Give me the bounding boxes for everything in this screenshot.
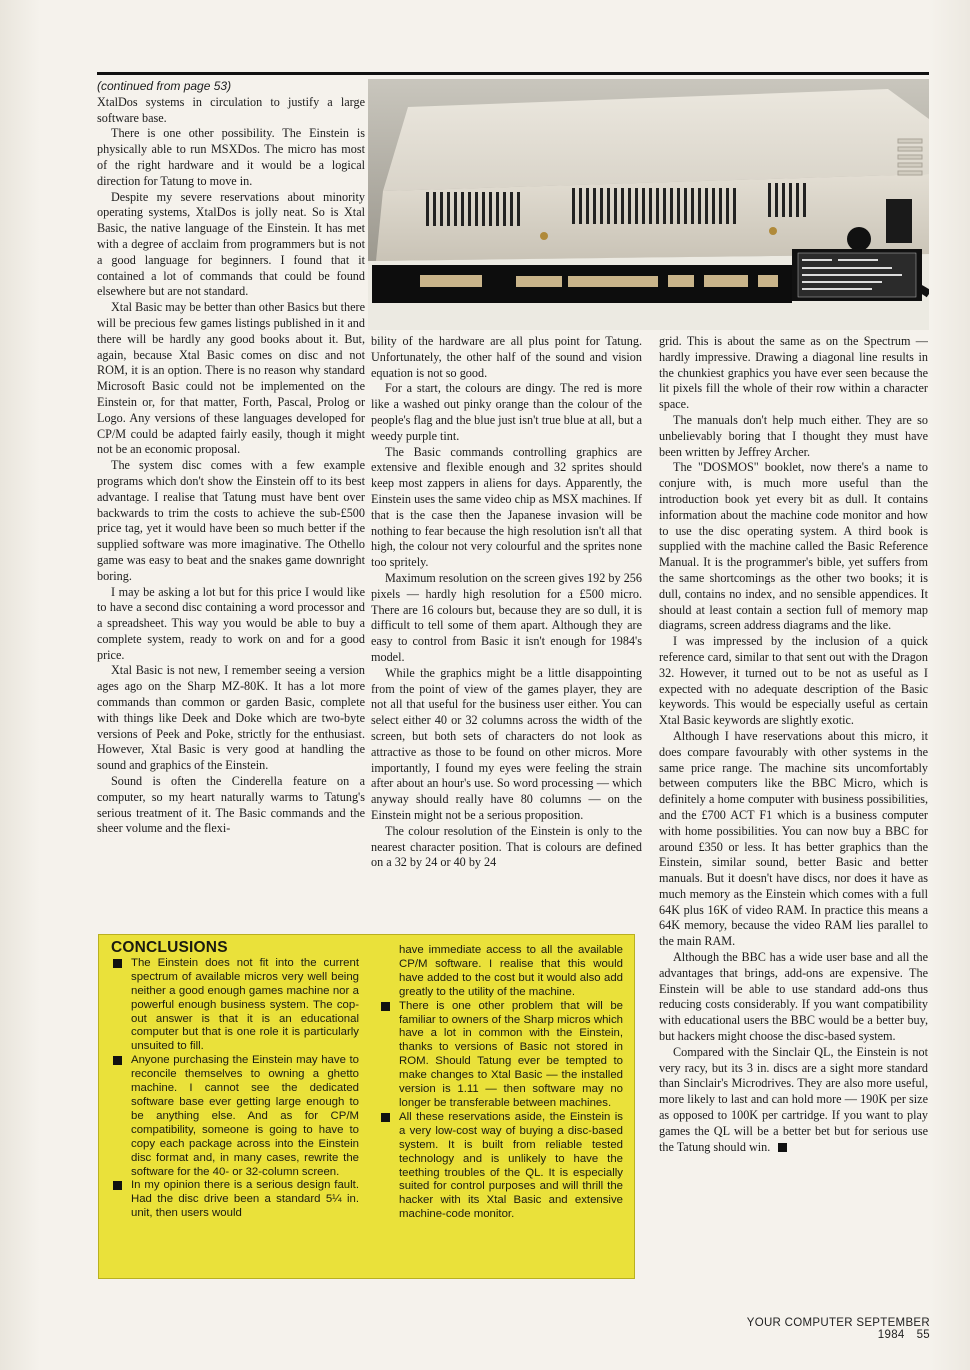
end-of-article-mark xyxy=(778,1143,787,1152)
paragraph: Although the BBC has a wide user base and all the advantages that brings, add-ons are expensive. The Einstein will be able to use standard add-ons thus reducing costs considerably. If you want compatibility with educational users the BBC would be a better buy, but hackers might choose the disc-based system. xyxy=(659,950,928,1044)
conclusion-item xyxy=(111,957,359,1054)
paragraph: The Basic commands controlling graphics are extensive and flexible enough and 32 sprites should keep most zappers in aliens for days. Apparently, the Einstein uses the same video chip as MSX machines. If that is the case then the Japanese invasion will be nothing to fear because the high resolution isn't all that high, the colour not very colourful and the sprites none too spritely. xyxy=(371,444,642,570)
conclusion-text: Anyone purchasing the Einstein may have to reconcile themselves to owning a ghetto machine. I cannot see the dedicated software base ever getting large enough to be anything else. And as for CP/M compatibility, someone is going to have to copy each package across into the Einstein disc format and, in many cases, rewrite the software for the 40- or 32-column screen. xyxy=(131,1054,359,1178)
conclusions-right-column xyxy=(379,944,623,1222)
paragraph: While the graphics might be a little disappointing from the point of view of the games player, they are not all that useful for the business user either. You can select either 40 or 32 columns across the width of the screen, but both sets of characters do not look as attractive as those to be found on other micros. More importantly, I found my eyes were feeling the strain after about an hour's use. So word processing — which anyway should really have 80 columns — on the Einstein might not be a serious proposition. xyxy=(371,665,642,822)
bullet-square-icon xyxy=(381,1002,390,1011)
conclusions-left-column xyxy=(111,941,359,1221)
conclusion-text: In my opinion there is a serious design fault. Had the disc drive been a standard 5¼ in. unit, then users would xyxy=(131,1179,359,1220)
paragraph: Xtal Basic may be better than other Basics but there will be precious few games listings published in it and there will be hardly any good books about it. But, again, because Xtal Basic comes on disc and not ROM, it is an option. There is no reason why standard Microsoft Basic could not be implemented on the Einstein or, for that matter, Forth, Pascal, Prolog or Logo. Any versions of these languages developed for CP/M could be adapted fairly easily, though it might not be an economic proposal. xyxy=(97,300,365,457)
paragraph: Despite my severe reservations about minority operating systems, XtalDos is jolly neat. So is Xtal Basic, the native language of the Einstein. It has met with a degree of acclaim from programmers but is not a good language for beginners. I found that it contained a lot of commands that could be found elsewhere but are not standard. xyxy=(97,189,365,299)
conclusion-item xyxy=(111,1054,359,1179)
paragraph: Maximum resolution on the screen gives 192 by 256 pixels — hardly high resolution for a £500 micro. There are 16 colours but, because they are so dull, it is difficult to tell some of them apart. Although they are easy to control from Basic it isn't enough for 1984's model. xyxy=(371,570,642,664)
paragraph: bility of the hardware are all plus point for Tatung. Unfortunately, the other half of the sound and vision equation is not so good. xyxy=(371,334,642,380)
paragraph: For a start, the colours are dingy. The red is more like a washed out pinky orange than the colour of the people's flag and the blue just isn't true blue at all, but a weedy purple tint. xyxy=(371,381,642,443)
bullet-square-icon xyxy=(381,1113,390,1122)
paragraph: Sound is often the Cinderella feature on a computer, so my heart naturally warms to Tatung's serious treatment of it. The Basic commands and the sheer volume and the flexi- xyxy=(97,774,365,836)
paragraph: The manuals don't help much either. They are so unbelievably boring that I thought they must have been written by Jeffrey Archer. xyxy=(659,412,928,459)
conclusion-item xyxy=(111,1179,359,1221)
article-column-1 xyxy=(97,79,365,931)
top-rule xyxy=(97,72,929,75)
conclusion-text: There is one other problem that will be familiar to owners of the Sharp micros which have a lot in common with the Einstein, thanks to versions of Basic not stored in ROM. Should Tatung ever be tempted to make changes to Xtal Basic — the installed version is 1.11 — then software may no longer be transferable between machines. xyxy=(399,999,623,1109)
paragraph: I was impressed by the inclusion of a quick reference card, similar to that sent out with the Dragon 32. However, it turned out to be not as useful as I expected with no adequate description of the Basic keywords. This would be especially useful as certain Xtal Basic keywords are slightly exotic. xyxy=(659,634,928,728)
paragraph-text: Compared with the Sinclair QL, the Einstein is not very racy, but its 3 in. discs are a sight more standard than Sinclair's Microdrives. They are also more useful, more likely to last and can hold more — 190K per size as opposed to 100K per cartridge. If you want to play games the QL will be a better bet but for serious use the Tatung should win. xyxy=(659,1044,928,1154)
conclusions-box xyxy=(98,934,635,1279)
article-column-2 xyxy=(371,334,642,931)
paragraph: The colour resolution of the Einstein is only to the nearest character position. That is colours are defined on a 32 by 24 or 40 by 24 xyxy=(371,823,642,870)
article-column-3 xyxy=(659,334,928,1296)
continued-note: (continued from page 53) xyxy=(97,79,232,93)
bullet-square-icon xyxy=(113,1056,122,1065)
paragraph: The system disc comes with a few example programs which don't show the Einstein off to its best advantage. I realise that Tatung must have bent over backwards to trim the costs to achieve the sub-£500 price tag, yet it would have been so much better if the supplied software was more imaginative. The Othello game was easy to beat and the snakes game downright boring. xyxy=(97,458,365,583)
paragraph: XtalDos systems in circulation to justify a large software base. xyxy=(97,94,365,125)
page-number: 55 xyxy=(916,1329,930,1341)
paragraph: grid. This is about the same as on the Spectrum — hardly impressive. Drawing a diagonal line results in the chunkiest graphics you have ever seen because the lit pixels fill the whole of their row within a character space. xyxy=(659,334,928,412)
conclusions-title: CONCLUSIONS xyxy=(111,939,228,956)
paragraph: Xtal Basic is not new, I remember seeing a version ages ago on the Sharp MZ-80K. It has a lot more commands than common or garden Basic, complete with things like Deek and Doke which are two-byte versions of Peek and Poke, strictly for the enthusiast. However, Xtal Basic is very good at handling the sound and graphics of the Einstein. xyxy=(97,663,365,773)
paragraph: Although I have reservations about this micro, it does compare favourably with other systems in the same price range. The machine sits uncomfortably between computers like the BBC Micro, which is definitely a home computer with business possibilities, and the £700 ACT F1 which is a business computer with home possibilities. You can now buy a BBC for around £350 or less. It has better graphics than the Einstein, similar sound, better Basic and better manuals. But it doesn't have discs, nor does it have as much memory as the Einstein which comes with a full 64K plus 16K of video RAM. In practice this means a 64K memory, because the video RAM lies parallel to the main RAM. xyxy=(659,728,928,949)
bullet-square-icon xyxy=(113,1181,122,1190)
conclusion-item xyxy=(379,1000,623,1111)
paragraph: The "DOSMOS" booklet, now there's a name to conjure with, is much more useful than the introduction book yet every bit as dull. It contains information about the machine code monitor and how to use the disc operating system. A third book is supplied with the machine called the Basic Reference Manual. It is the programmer's bible, yet suffers from the same shortcomings as the other two books; it is dull, contains no index, and no sensible appendices. It should at least contain a section full of memory map diagrams, screen address diagrams and the like. xyxy=(659,460,928,633)
computer-rear-photo xyxy=(368,79,929,330)
conclusion-continued: have immediate access to all the available CP/M software. I realise that this would have added to the cost but it would also add greatly to the utility of the machine. xyxy=(399,944,623,998)
paragraph: There is one other possibility. The Einstein is physically able to run MSXDos. The micro has most of the right hardware and it would be a logical direction for Tatung to move in. xyxy=(97,126,365,188)
conclusion-text: All these reservations aside, the Einstein is a very low-cost way of buying a disc-based system. It is built from reliable tested technology and is unlikely to have the teething troubles of the QL. It is especially suited for control purposes and will thrill the hacker with its Xtal Basic and extensive machine-code monitor. xyxy=(399,1110,623,1221)
conclusion-item xyxy=(379,1111,623,1222)
conclusion-text: The Einstein does not fit into the current spectrum of available micros very well being neither a good enough games machine nor a powerful enough business system. The cop-out answer is that it is an educational computer but that is one role it is particularly unsuited to fill. xyxy=(131,956,359,1053)
last-paragraph xyxy=(659,1045,928,1156)
bullet-square-icon xyxy=(113,959,122,968)
page-footer xyxy=(700,1317,930,1341)
paragraph: I may be asking a lot but for this price I would like to have a second disc containing a word processor and a spreadsheet. This way you would be able to buy a complete system, ready to work on and for a good price. xyxy=(97,584,365,662)
magazine-issue: YOUR COMPUTER SEPTEMBER 1984 xyxy=(746,1317,930,1341)
